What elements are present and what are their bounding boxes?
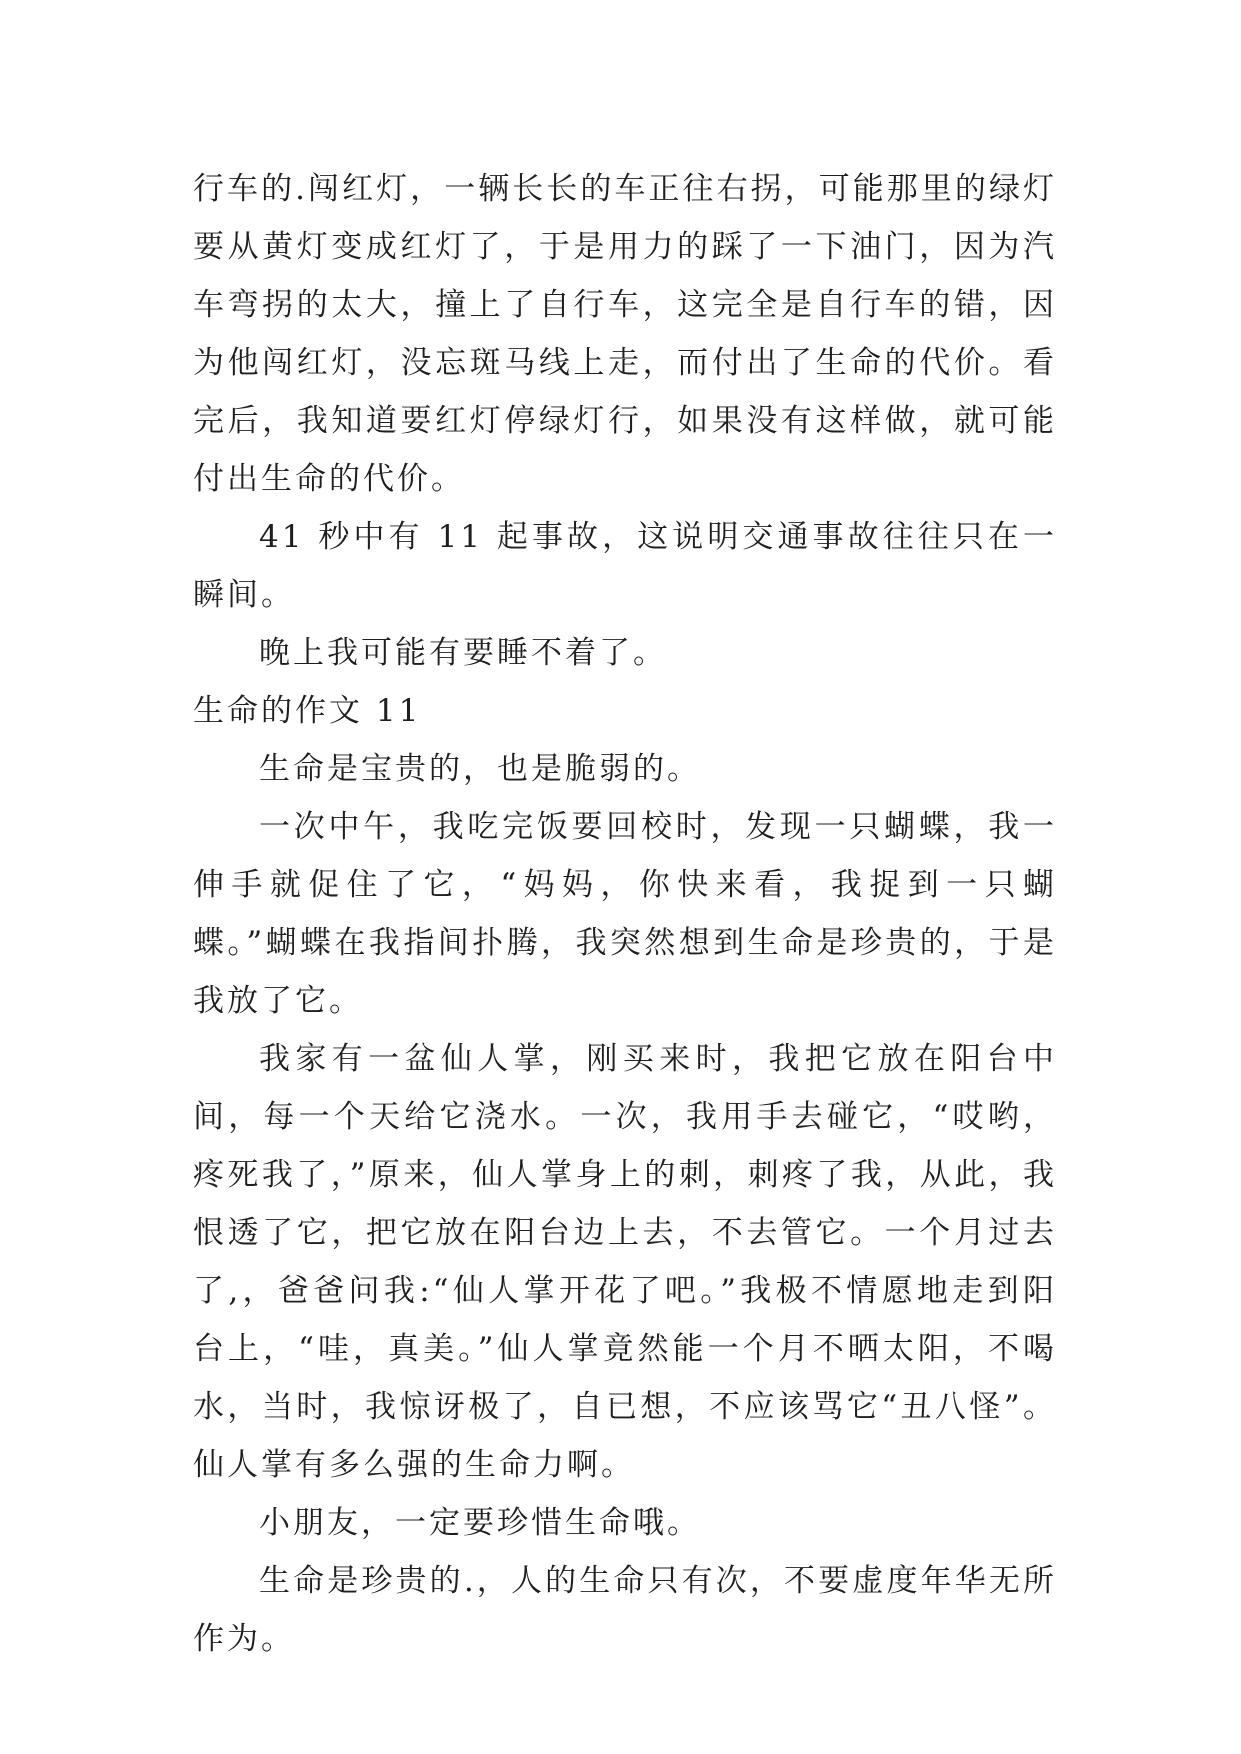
paragraph-life-precious: 生命是宝贵的，也是脆弱的。 <box>259 751 701 787</box>
paragraph-cherish-life: 小朋友，一定要珍惜生命哦。 <box>259 1505 701 1541</box>
document-page <box>193 160 1057 1668</box>
paragraph-accident-stat: 41 秒中有 11 起事故，这说明交通事故往往只在一瞬间。 <box>193 519 1057 613</box>
paragraph-cactus: 我家有一盆仙人掌，刚买来时，我把它放在阳台中间，每一个天给它浇水。一次，我用手去碰它，“哎哟，疼死我了，”原来，仙人掌身上的刺，刺疼了我，从此，我恨透了它，把它放在阳台边上去，不去管它。一个月过去了,，爸爸问我:“仙人掌开花了吧。”我极不情愿地走到阳台上，“哇，真美。”仙人掌竟然能一个月不晒太阳，不喝水，当时，我惊讶极了，自已想，不应该骂它“丑八怪”。仙人掌有多么强的生命力啊。 <box>193 1041 1057 1483</box>
section-title: 生命的作文 11 <box>193 693 422 729</box>
paragraph-cannot-sleep: 晚上我可能有要睡不着了。 <box>259 635 667 671</box>
paragraph-traffic-story: 行车的.闯红灯，一辆长长的车正往右拐，可能那里的绿灯要从黄灯变成红灯了，于是用力的踩了一下油门，因为汽车弯拐的太大，撞上了自行车，这完全是自行车的错，因为他闯红灯，没忘斑马线上走，而付出了生命的代价。看完后，我知道要红灯停绿灯行，如果没有这样做，就可能付出生命的代价。 <box>193 171 1057 497</box>
paragraph-butterfly: 一次中午，我吃完饭要回校时，发现一只蝴蝶，我一伸手就促住了它，“妈妈，你快来看，我捉到一只蝴蝶。”蝴蝶在我指间扑腾，我突然想到生命是珍贵的，于是我放了它。 <box>193 809 1057 1019</box>
paragraph-life-once: 生命是珍贵的.，人的生命只有次，不要虚度年华无所作为。 <box>193 1563 1057 1657</box>
